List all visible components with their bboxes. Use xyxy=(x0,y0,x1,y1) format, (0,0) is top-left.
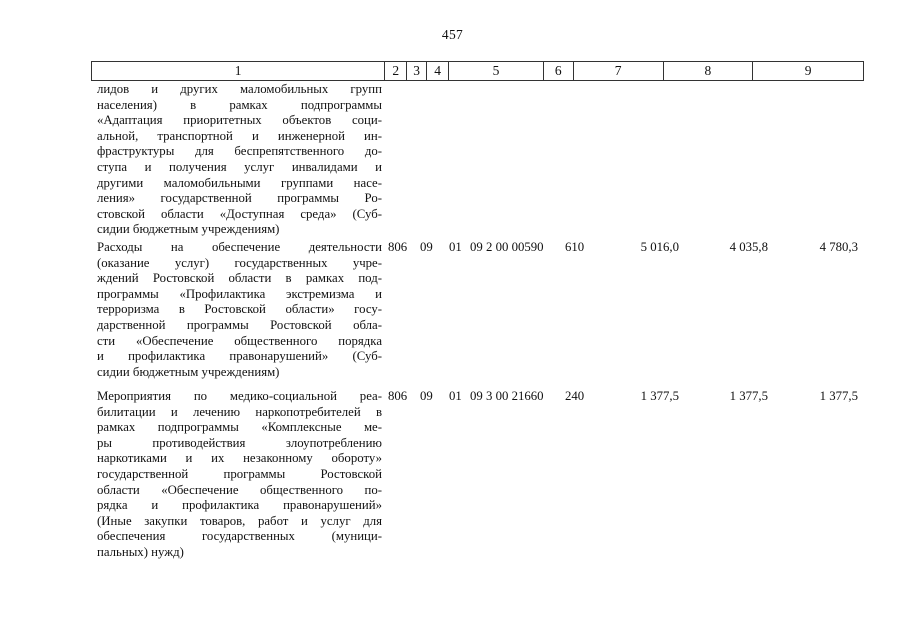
cell-section: 09 xyxy=(420,389,433,403)
header-col-5: 5 xyxy=(449,62,544,80)
header-col-4: 4 xyxy=(427,62,449,80)
desc-line: Мероприятия по медико-социальной реа- xyxy=(97,389,382,403)
desc-line: ры противодействия злоупотреблению xyxy=(97,435,382,450)
desc-line: ждений Ростовской области в рамках под- xyxy=(97,271,382,286)
row-description xyxy=(97,389,382,561)
cell-amount-1: 5 016,0 xyxy=(640,240,679,254)
desc-line: дарственной программы Ростовской обла- xyxy=(97,317,382,332)
desc-line: другими маломобильными группами насе- xyxy=(97,175,382,190)
table-header-row xyxy=(91,61,864,81)
header-col-3: 3 xyxy=(407,62,427,80)
header-col-6: 6 xyxy=(544,62,574,80)
desc-line: и профилактика правонарушений» (Суб- xyxy=(97,349,382,364)
desc-line: обеспечения государственных (муници- xyxy=(97,529,382,544)
cell-amount-3: 4 780,3 xyxy=(819,240,858,254)
desc-line: сти «Обеспечение общественного порядка xyxy=(97,333,382,348)
cell-ministry-code: 806 xyxy=(388,240,408,254)
cell-amount-1: 1 377,5 xyxy=(640,389,679,403)
cell-ministry-code: 806 xyxy=(388,389,408,403)
cell-target-article: 09 3 00 21660 xyxy=(470,389,544,403)
desc-line: сидии бюджетным учреждениям) xyxy=(97,364,280,379)
desc-line: (Иные закупки товаров, работ и услуг для xyxy=(97,513,382,528)
desc-line: (оказание услуг) государственных учре- xyxy=(97,255,382,270)
desc-line: пальных) нужд) xyxy=(97,544,184,559)
desc-line: фраструктуры для беспрепятственного до- xyxy=(97,144,382,159)
header-col-2: 2 xyxy=(385,62,407,80)
cell-expense-type: 240 xyxy=(565,389,585,403)
desc-line: государственной программы Ростовской xyxy=(97,466,382,481)
cell-amount-2: 4 035,8 xyxy=(729,240,768,254)
desc-line: ступа и получения услуг инвалидами и xyxy=(97,159,382,174)
row-description xyxy=(97,82,382,238)
desc-line: населения) в рамках подпрограммы xyxy=(97,97,382,112)
row-description xyxy=(97,240,382,380)
desc-line: стовской области «Доступная среда» (Суб- xyxy=(97,206,382,221)
header-col-9: 9 xyxy=(804,63,812,78)
desc-line: программы «Профилактика экстремизма и xyxy=(97,286,382,301)
desc-line: альной, транспортной и инженерной ин- xyxy=(97,128,382,143)
desc-line: рядка и профилактика правонарушений» xyxy=(97,498,382,513)
header-col-1: 1 xyxy=(92,62,385,80)
header-col-7: 7 xyxy=(574,62,664,80)
desc-line: ления» государственной программы Ро- xyxy=(97,191,382,206)
desc-line: билитации и лечению наркопотребителей в xyxy=(97,404,382,419)
desc-line: лидов и других маломобильных групп xyxy=(97,82,382,96)
header-col-8: 8 xyxy=(664,62,754,80)
cell-expense-type: 610 xyxy=(565,240,585,254)
cell-amount-2: 1 377,5 xyxy=(729,389,768,403)
page-number: 457 xyxy=(441,27,464,42)
cell-subsection: 01 xyxy=(449,240,462,254)
desc-line: «Адаптация приоритетных объектов соци- xyxy=(97,113,382,128)
cell-amount-3: 1 377,5 xyxy=(819,389,858,403)
cell-target-article: 09 2 00 00590 xyxy=(470,240,544,254)
desc-line: рамках подпрограммы «Комплексные ме- xyxy=(97,420,382,435)
cell-subsection: 01 xyxy=(449,389,462,403)
desc-line: области «Обеспечение общественного по- xyxy=(97,482,382,497)
cell-section: 09 xyxy=(420,240,433,254)
desc-line: сидии бюджетным учреждениям) xyxy=(97,222,280,237)
desc-line: Расходы на обеспечение деятельности xyxy=(97,240,382,254)
desc-line: наркотиками и их незаконному обороту» xyxy=(97,451,382,466)
desc-line: терроризма в Ростовской области» госу- xyxy=(97,302,382,317)
